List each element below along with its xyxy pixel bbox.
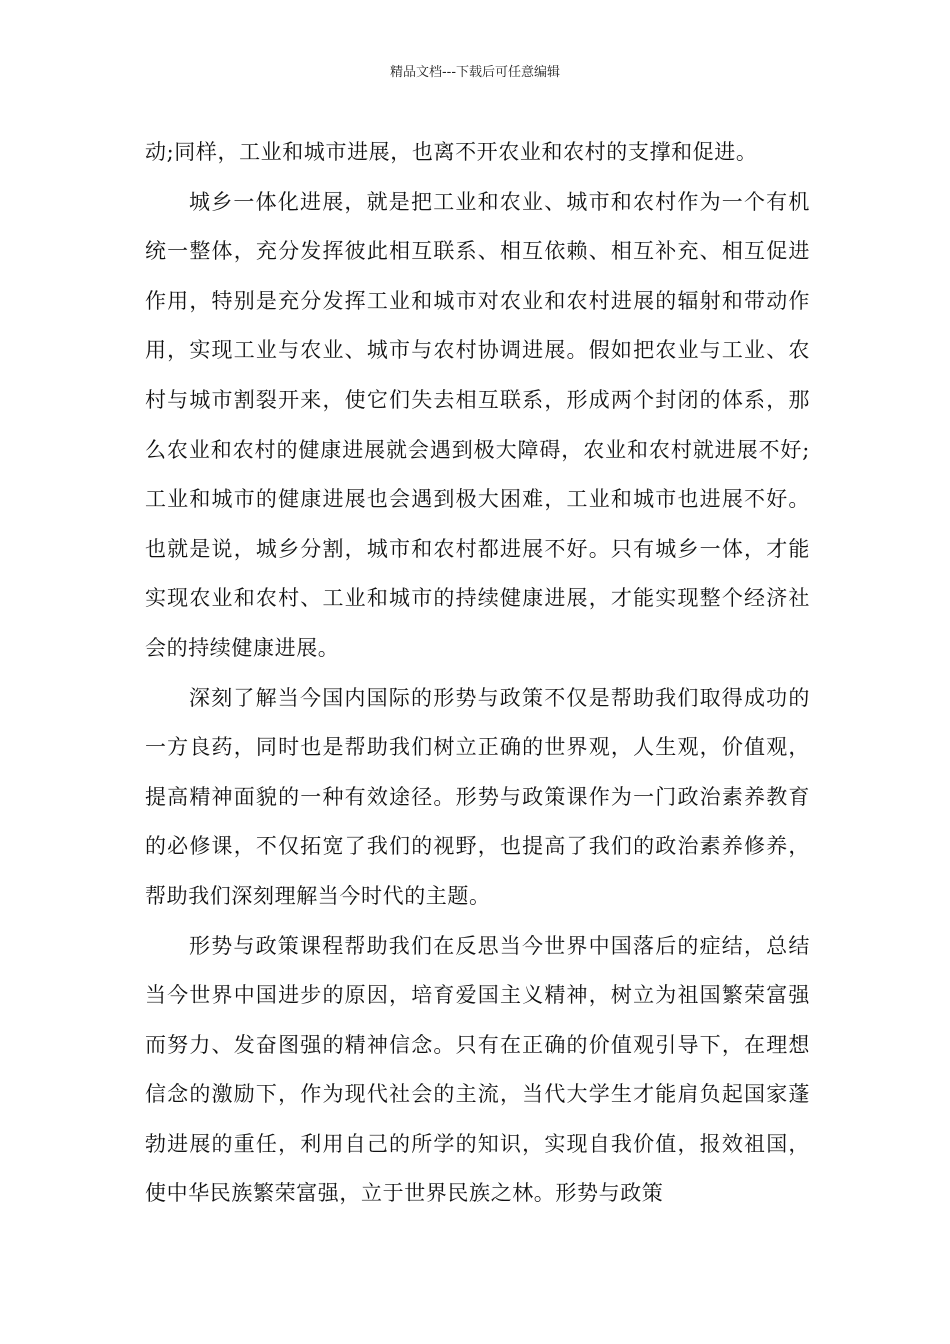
page-header: 精品文档---下载后可任意编辑: [389, 65, 561, 80]
paragraph-urban-rural-integration: 城乡一体化进展，就是把工业和农业、城市和农村作为一个有机统一整体，充分发挥彼此相互联系、相互依赖、相互补充、相互促进作用，特别是充分发挥工业和城市对农业和农村进展的辐射和带动作用，实现工业与农业、城市与农村协调进展。假如把农业与工业、农村与城市割裂开来，使它们失去相互联系，形成两个封闭的体系，那么农业和农村的健康进展就会遇到极大障碍，农业和农村就进展不好;工业和城市的健康进展也会遇到极大困难，工业和城市也进展不好。也就是说，城乡分割，城市和农村都进展不好。只有城乡一体，才能实现农业和农村、工业和城市的持续健康进展，才能实现整个经济社会的持续健康进展。: [145, 189, 810, 660]
paragraph-situation-policy-understanding: 深刻了解当今国内国际的形势与政策不仅是帮助我们取得成功的一方良药，同时也是帮助我们树立正确的世界观，人生观，价值观，提高精神面貌的一种有效途径。形势与政策课作为一门政治素养教育的必修课，不仅拓宽了我们的视野，也提高了我们的政治素养修养，帮助我们深刻理解当今时代的主题。: [145, 685, 810, 908]
paragraph-continuation: 动;同样，工业和城市进展，也离不开农业和农村的支撑和促进。: [145, 140, 758, 164]
document-body: [145, 128, 810, 1219]
paragraph-course-reflection: 形势与政策课程帮助我们在反思当今世界中国落后的症结，总结当今世界中国进步的原因，培育爱国主义精神，树立为祖国繁荣富强而努力、发奋图强的精神信念。只有在正确的价值观引导下，在理想信念的激励下，作为现代社会的主流，当代大学生才能肩负起国家蓬勃进展的重任，利用自己的所学的知识，实现自我价值，报效祖国，使中华民族繁荣富强，立于世界民族之林。形势与政策: [145, 933, 810, 1206]
